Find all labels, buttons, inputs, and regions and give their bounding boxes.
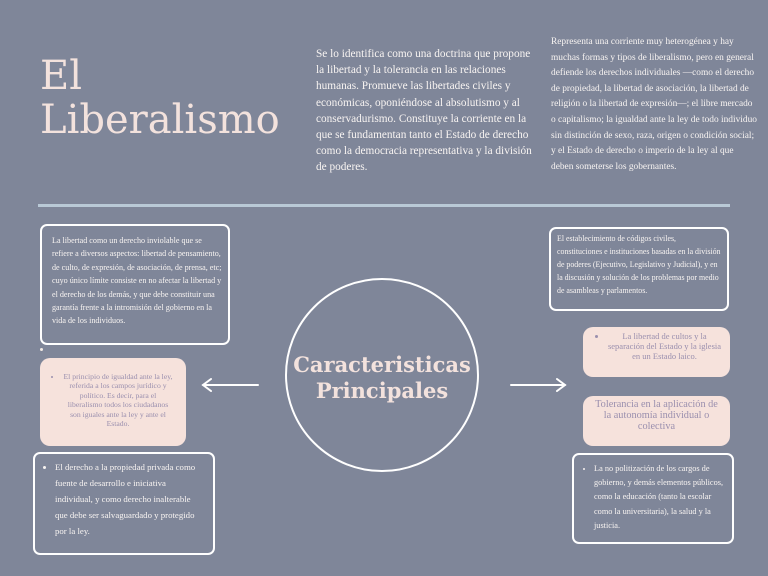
box-tolerancia <box>583 396 730 446</box>
left-arrow-icon <box>203 379 258 391</box>
title-line-1: El <box>40 53 82 99</box>
description-paragraph: Representa una corriente muy heterogénea y hay muchas formas y tipos de liberalismo, pero en general defiende los derechos individuales —como el derecho de propiedad, la libertad de asociación, la libertad de religión o la libertad de expresión—; el libre mercado o capitalismo; la igualdad ante la ley de todo individuo sin distinción de sexo, raza, origen o condición social; y el Estado de derecho o imperio de la ley al que deben someterse los gobernantes. <box>551 37 757 172</box>
box-codigos <box>549 227 729 311</box>
box-no-politizacion-text: • La no politización de los cargos de gobierno, y demás elementos públicos, como la educación (tanto la escolar como la universitaria), la salud y la justicia. <box>594 462 726 533</box>
right-arrow-icon <box>511 379 565 391</box>
center-title-line-1: Caracteristicas <box>293 352 471 377</box>
box-no-politizacion <box>572 453 734 544</box>
box-propiedad-text: • El derecho a la propiedad privada como fuente de desarrollo e iniciativa individual, y como derecho inalterable que debe ser salvaguardado y protegido por la ley. <box>55 460 205 540</box>
title-line-2: Liberalismo <box>40 97 280 143</box>
box-tolerancia-text: Tolerancia en la aplicación de la autonomía individual o colectiva <box>595 399 718 432</box>
box-cultos-text: • La libertad de cultos y la separación del Estado y la iglesia en un Estado laico. <box>607 332 722 361</box>
box-igualdad-text: • El principio de igualdad ante la ley, referida a los campos jurídico y político. Es decir, para el liberalismo todos los ciudadanos son iguales ante la ley y ante el Estado. <box>62 372 174 428</box>
box-cultos <box>583 327 730 377</box>
box-codigos-text: El establecimiento de códigos civiles, constituciones e instituciones basadas en la división de poderes (Ejecutivo, Legislativo y Judicial), y en la discusión y solución de los problemas por medio de asambleas y parlamentos. <box>557 234 721 296</box>
box-libertad-text: La libertad como un derecho inviolable que se refiere a diversos aspectos: libertad de pensamiento, de culto, de expresión, de asociación, de prensa, etc; cuyo único límite consiste en no afectar la libertad y el derecho de los demás, y que debe constituir una garantía frente a la intromisión del gobierno en la vida de los individuos. <box>52 236 222 326</box>
intro-paragraph: Se lo identifica como una doctrina que propone la libertad y la tolerancia en las relaciones humanas. Promueve las libertades civiles y económicas, oponiéndose al absolutismo y al conservadurismo. Constituye la corriente en la que se fundamentan tanto el Estado de derecho como la democracia representativa y la división de poderes. <box>316 48 532 174</box>
center-title-line-2: Principales <box>315 378 449 403</box>
